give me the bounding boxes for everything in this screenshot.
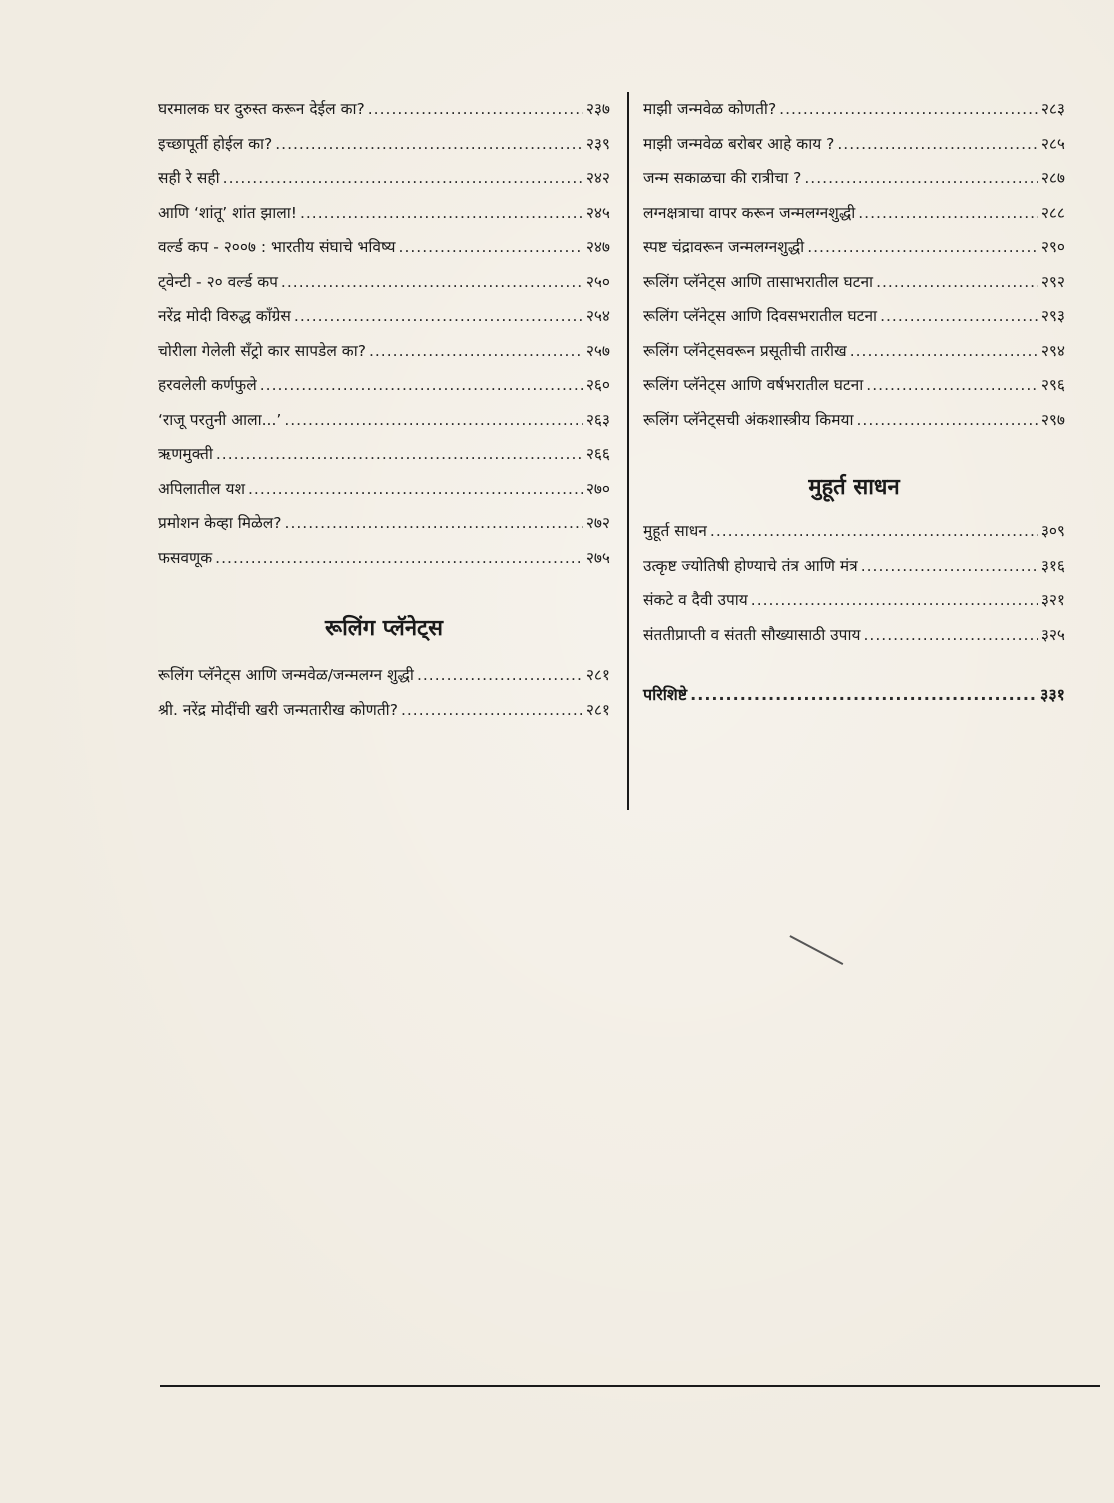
toc-entry	[643, 265, 1065, 300]
toc-leader-dots	[401, 693, 583, 728]
toc-leader-dots	[858, 196, 1038, 231]
toc-entry	[643, 196, 1065, 231]
toc-entry-title: आणि ‘शांतू’ शांत झाला!	[158, 203, 297, 222]
toc-right-column	[643, 92, 1065, 713]
toc-leader-dots	[864, 618, 1038, 653]
toc-leader-dots	[417, 658, 583, 693]
toc-entry-page: २८८	[1040, 203, 1065, 222]
toc-entry-title: उत्कृष्ट ज्योतिषी होण्याचे तंत्र आणि मंत्र	[643, 556, 858, 575]
toc-leader-dots	[837, 127, 1037, 162]
toc-leader-dots	[751, 583, 1038, 618]
toc-entry	[158, 127, 610, 162]
toc-entry	[643, 514, 1065, 549]
toc-leader-dots	[690, 678, 1037, 713]
toc-entry-page: २९२	[1040, 272, 1065, 291]
toc-entry	[158, 368, 610, 403]
toc-entry-title: वर्ल्ड कप - २००७ : भारतीय संघाचे भविष्य	[158, 238, 396, 256]
toc-entry-page: २३९	[585, 134, 610, 153]
toc-entry-page: २८५	[1040, 134, 1065, 153]
toc-leader-dots	[223, 161, 583, 196]
toc-entry-title: संकटे व दैवी उपाय	[643, 591, 748, 609]
section-heading-ruling-planets: रूलिंग प्लॅनेट्स	[324, 616, 443, 641]
toc-entry-title: श्री. नरेंद्र मोदींची खरी जन्मतारीख कोणती?	[158, 700, 398, 719]
toc-entry	[158, 196, 610, 231]
toc-entry-title: ‘राजू परतुनी आला...’	[158, 410, 282, 429]
toc-leader-dots	[369, 334, 583, 369]
toc-entry-page: २५४	[585, 307, 610, 325]
toc-entry-page: २४२	[585, 169, 610, 187]
toc-leader-dots	[861, 549, 1038, 584]
toc-entry	[643, 583, 1065, 618]
toc-entry-title: ट्वेन्टी - २० वर्ल्ड कप	[158, 272, 278, 291]
toc-entry	[643, 127, 1065, 162]
toc-entry-page: २५०	[585, 272, 610, 291]
toc-entry-title: फसवणूक	[158, 548, 213, 567]
toc-entry-page: २४५	[585, 203, 610, 222]
column-divider	[627, 92, 629, 810]
toc-leader-dots	[275, 127, 583, 162]
toc-entry	[158, 472, 610, 507]
toc-entry	[158, 437, 610, 472]
toc-entry-title: ऋणमुक्ती	[158, 445, 213, 463]
toc-entry-page: ३२५	[1040, 625, 1065, 644]
toc-leader-dots	[285, 506, 583, 541]
toc-entry	[158, 658, 610, 693]
toc-entry-page: २६६	[585, 445, 610, 463]
toc-entry-page: २९६	[1040, 376, 1065, 394]
toc-entry	[643, 92, 1065, 127]
toc-entry-page: २८१	[585, 666, 610, 684]
toc-leader-dots	[248, 472, 583, 507]
toc-entry-page: ३३१	[1040, 685, 1065, 704]
toc-entry-title: हरवलेली कर्णफुले	[158, 376, 257, 394]
bottom-rule	[160, 1385, 1100, 1387]
toc-entry	[158, 230, 610, 265]
toc-entry-page: ३१६	[1040, 556, 1065, 575]
toc-entry-title: प्रमोशन केव्हा मिळेल?	[158, 514, 282, 532]
toc-entry-page: ३२१	[1040, 591, 1065, 609]
toc-leader-dots	[866, 368, 1038, 403]
toc-entry-page: ३०९	[1040, 522, 1065, 540]
toc-leader-dots	[876, 265, 1038, 300]
toc-leader-dots	[300, 196, 583, 231]
toc-entry-page: २७५	[585, 548, 610, 567]
toc-entry-title: सही रे सही	[158, 169, 220, 187]
toc-leader-dots	[710, 514, 1038, 549]
toc-entry	[643, 334, 1065, 369]
toc-entry	[643, 368, 1065, 403]
toc-entry-page: २६०	[585, 376, 610, 394]
toc-entry-title: रूलिंग प्लॅनेट्स आणि तासाभरातील घटना	[643, 272, 874, 291]
toc-entry-page: २८३	[1040, 100, 1065, 118]
toc-leader-dots	[294, 299, 583, 334]
toc-entry	[643, 549, 1065, 584]
toc-entry	[643, 618, 1065, 653]
toc-entry	[158, 161, 610, 196]
toc-entry	[158, 506, 610, 541]
toc-entry	[158, 265, 610, 300]
toc-entry	[158, 92, 610, 127]
section-heading-muhurt-sadhan: मुहूर्त साधन	[808, 475, 900, 500]
toc-entry-page: २८१	[585, 700, 610, 719]
toc-entry-title: नरेंद्र मोदी विरुद्ध काँग्रेस	[158, 307, 291, 325]
toc-leader-dots	[856, 403, 1037, 438]
toc-leader-dots	[807, 230, 1038, 265]
toc-entry-title: अपिलातील यश	[158, 479, 245, 498]
toc-leader-dots	[368, 92, 583, 127]
toc-entry-title: माझी जन्मवेळ बरोबर आहे काय ?	[643, 134, 835, 153]
toc-entry-title: चोरीला गेलेली सँट्रो कार सापडेल का?	[158, 341, 366, 360]
toc-entry	[643, 299, 1065, 334]
toc-leader-dots	[399, 230, 583, 265]
toc-entry-title: लग्नक्षत्राचा वापर करून जन्मलग्नशुद्धी	[643, 203, 856, 222]
toc-entry-page: २९०	[1040, 238, 1065, 256]
toc-entry-title: संततीप्राप्ती व संतती सौख्यासाठी उपाय	[643, 625, 861, 644]
toc-entry-page: २९७	[1040, 410, 1065, 429]
toc-entry-title: रूलिंग प्लॅनेट्स आणि दिवसभरातील घटना	[643, 307, 878, 325]
toc-entry-page: २३७	[585, 100, 610, 118]
toc-entry-title: रूलिंग प्लॅनेट्सची अंकशास्त्रीय किमया	[643, 410, 854, 429]
toc-entry	[158, 541, 610, 576]
toc-leader-dots	[779, 92, 1038, 127]
toc-entry-title: घरमालक घर दुरुस्त करून देईल का?	[158, 100, 365, 118]
toc-leader-dots	[216, 437, 583, 472]
toc-leader-dots	[215, 541, 583, 576]
toc-entry	[643, 403, 1065, 438]
toc-entry-title: परिशिष्टे	[643, 685, 688, 704]
toc-entry-title: रूलिंग प्लॅनेट्सवरून प्रसूतीची तारीख	[643, 341, 847, 360]
toc-leader-dots	[880, 299, 1038, 334]
toc-entry	[158, 693, 610, 728]
toc-leader-dots	[804, 161, 1037, 196]
toc-leader-dots	[281, 265, 583, 300]
toc-entry	[158, 334, 610, 369]
toc-leader-dots	[850, 334, 1038, 369]
toc-leader-dots	[260, 368, 583, 403]
toc-entry-title: रूलिंग प्लॅनेट्स आणि वर्षभरातील घटना	[643, 376, 864, 394]
toc-entry-title: इच्छापूर्ती होईल का?	[158, 134, 273, 153]
toc-entry-page: २६३	[585, 410, 610, 429]
toc-entry-title: जन्म सकाळचा की रात्रीचा ?	[643, 169, 802, 187]
toc-entry-page: २९४	[1040, 341, 1065, 360]
toc-entry-appendix	[643, 678, 1065, 713]
toc-left-column	[158, 92, 610, 727]
toc-entry-title: स्पष्ट चंद्रावरून जन्मलग्नशुद्धी	[643, 238, 805, 256]
toc-entry	[158, 299, 610, 334]
toc-entry	[643, 230, 1065, 265]
toc-entry-title: माझी जन्मवेळ कोणती?	[643, 100, 777, 118]
toc-entry-page: २७०	[585, 479, 610, 498]
toc-entry-page: २५७	[585, 341, 610, 360]
pencil-mark	[790, 935, 844, 964]
toc-entry-page: २८७	[1040, 169, 1065, 187]
toc-leader-dots	[284, 403, 583, 438]
toc-entry-page: २९३	[1040, 307, 1065, 325]
toc-entry-page: २७२	[585, 514, 610, 532]
toc-entry-page: २४७	[585, 238, 610, 256]
toc-entry	[158, 403, 610, 438]
toc-entry	[643, 161, 1065, 196]
toc-entry-title: मुहूर्त साधन	[643, 522, 707, 540]
toc-entry-title: रूलिंग प्लॅनेट्स आणि जन्मवेळ/जन्मलग्न शुद्धी	[158, 666, 414, 684]
